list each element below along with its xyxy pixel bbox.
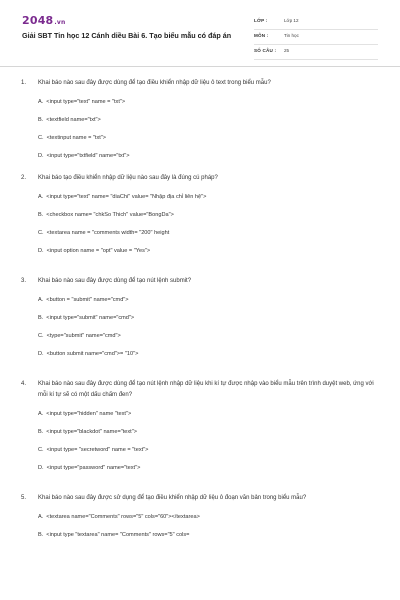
option-a[interactable]: A. <input type="text" name = "txt"> — [38, 99, 126, 105]
option-a[interactable]: A. <button = "submit" name="cmd"> — [38, 297, 129, 303]
meta-value: Lớp 12 — [284, 18, 299, 23]
option-c[interactable]: C. <input type= "secretword" name = "text"> — [38, 447, 149, 453]
header — [0, 0, 400, 62]
logo-tld: .vn — [54, 19, 66, 26]
question-2 — [0, 173, 400, 256]
document-title: Giải SBT Tin học 12 Cánh diều Bài 6. Tạo biểu mẫu có đáp án — [22, 31, 232, 40]
question-text: 5. Khai báo nào sau đây được sử dụng để tạo điều khiển nhập dữ liệu ô đoạn văn bản trong biểu mẫu? — [0, 493, 400, 504]
option-b[interactable]: B. <textfield name="txt"> — [38, 117, 101, 123]
option-d[interactable]: D. <input option name = "opt" value = "Yes"> — [38, 248, 151, 254]
question-number: 5. — [21, 495, 27, 501]
option-c[interactable]: C. <type="submit" name="cmd"> — [38, 333, 121, 339]
option-a[interactable]: A. <textarea name="Comments" rows="5" cols="60"></textarea> — [38, 514, 200, 520]
meta-label: LỚP : — [254, 18, 268, 23]
question-number: 4. — [21, 381, 27, 387]
option-b[interactable]: B. <checkbox name= "chkSo Thich" value="BongDa"> — [38, 212, 174, 218]
option-d[interactable]: D. <input type="txtfield" name="txt"> — [38, 153, 130, 159]
option-c[interactable]: C. <textinput name = "txt"> — [38, 135, 107, 141]
meta-label: SỐ CÂU : — [254, 48, 277, 53]
question-list — [0, 78, 400, 540]
option-b[interactable]: B. <input type="submit" name="cmd"> — [38, 315, 135, 321]
option-d[interactable]: D. <button submit name="cmd">= "10"> — [38, 351, 139, 357]
question-4 — [0, 379, 400, 473]
meta-row-class — [254, 15, 378, 30]
option-a[interactable]: A. <input type="hidden" name "text"> — [38, 411, 132, 417]
question-text: 4. Khai báo nào sau đây được dùng để tạo nút lệnh nhập dữ liệu khi kí tự được nhập vào biểu mẫu trên trình duyệt web, ứng với mỗi kí tự sẽ có một dấu chấm đen? — [21, 381, 374, 398]
option-c[interactable]: C. <textarea name = "comments width= "200" height — [38, 230, 170, 236]
option-a[interactable]: A. <input type="text" name= "diaChi" value= "Nhập địa chỉ liên hệ"> — [38, 194, 207, 200]
question-number: 1. — [21, 80, 27, 86]
meta-row-count — [254, 45, 378, 60]
question-text: 2. Khai báo tạo điều khiển nhập dữ liệu nào sau đây là đúng cú pháp? — [0, 173, 400, 184]
site-logo[interactable] — [22, 14, 65, 27]
meta-row-subject — [254, 30, 378, 45]
meta-info — [254, 15, 378, 60]
header-divider — [0, 66, 400, 67]
question-text: 3. Khai báo nào sau đây được dùng để tạo nút lệnh submit? — [0, 276, 400, 287]
question-3 — [0, 276, 400, 359]
question-5 — [0, 493, 400, 540]
meta-value: Tin học — [284, 33, 299, 38]
meta-label: MÔN : — [254, 33, 269, 38]
question-number: 3. — [21, 278, 27, 284]
option-b[interactable]: B. <input type "textarea" name= "Comments" rows="5" cols= — [38, 532, 190, 538]
question-1 — [0, 78, 400, 161]
option-b[interactable]: B. <input type="blackdot" name="text"> — [38, 429, 137, 435]
option-d[interactable]: D. <input type="password" name="text"> — [38, 465, 141, 471]
question-number: 2. — [21, 175, 27, 181]
question-text: 1. Khai báo nào sau đây được dùng để tạo điều khiển nhập dữ liệu ô text trong biểu mẫu? — [0, 78, 400, 89]
logo-main: 2048 — [22, 14, 54, 27]
meta-value: 25 — [284, 48, 290, 53]
